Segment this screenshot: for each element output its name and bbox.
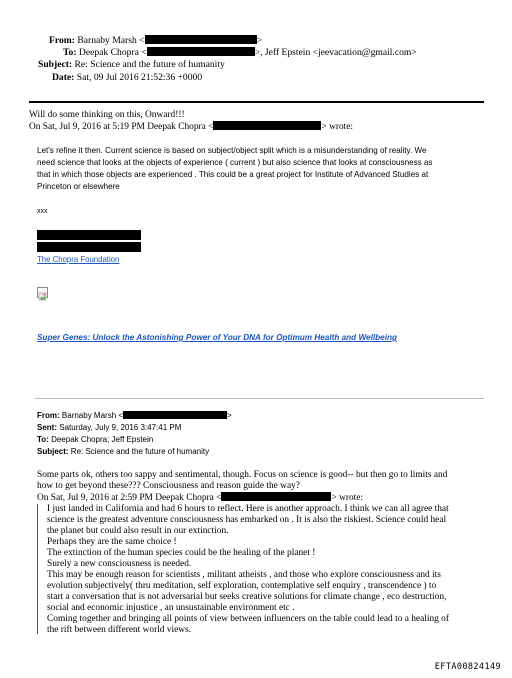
- quote-bar: [37, 504, 38, 634]
- fwd-from-row: From: Barnaby Marsh < >: [37, 411, 232, 420]
- quoted-line: the planet but could also result in our extinction.: [47, 526, 229, 536]
- quoted-line: social and economic injustice , an unsustainable environment etc .: [47, 603, 295, 613]
- reply2-attribution: On Sat, Jul 9, 2016 at 2:59 PM Deepak Chopra < > wrote:: [37, 493, 364, 503]
- redaction: [123, 411, 227, 419]
- forward-divider: [35, 398, 484, 399]
- chopra-line: Let's refine it then. Current science is based on subject/object split which is a misunderstanding of reality. We: [37, 146, 427, 155]
- redaction: [37, 230, 141, 240]
- super-genes-link[interactable]: Super Genes: Unlock the Astonishing Power of Your DNA for Optimum Health and Wellbeing: [37, 333, 397, 342]
- quoted-line: start a conversation that is not adversarial but seeks creative solutions for climate change , eco destruction,: [47, 592, 447, 602]
- fwd-to-row: To: Deepak Chopra; Jeff Epstein: [37, 435, 154, 444]
- chopra-line: need science that looks at the objects of experience ( current ) but also science that looks at consciousness as: [37, 158, 433, 167]
- subject-row: Subject: Re: Science and the future of humanity: [38, 59, 225, 70]
- quoted-line: I just landed in California and had 6 hours to reflect. Here is another approach. I think we can all agree that: [47, 504, 449, 514]
- quoted-line: Perhaps they are the same choice !: [47, 537, 177, 547]
- chopra-line: Princeton or elsewhere: [37, 182, 120, 191]
- redaction: [147, 47, 255, 56]
- quoted-line: Surely a new consciousness is needed.: [47, 559, 192, 569]
- quoted-line: Coming together and bringing all points of view between influencers on the table could lead to a healing of: [47, 614, 449, 624]
- chopra-foundation-link[interactable]: The Chopra Foundation: [37, 255, 120, 264]
- reply2-line: how to get beyond these??? Consciousness and reason guide the way?: [37, 481, 300, 491]
- signoff: xxx: [37, 208, 48, 215]
- quoted-line: This may be enough reason for scientists , militant atheists , and those who explore consciousness and its: [47, 570, 441, 580]
- redaction: [37, 242, 141, 252]
- redaction: [213, 121, 321, 130]
- bates-number: EFTA00824149: [434, 662, 501, 672]
- quoted-line: evolution subjectively( thru meditation, self exploration, contemplative self enquiry , transcendence ) to: [47, 581, 437, 591]
- header-divider: [29, 101, 484, 103]
- broken-image-glyph: [38, 292, 47, 301]
- fwd-subject-row: Subject: Re: Science and the future of humanity: [37, 447, 210, 456]
- redaction: [145, 35, 257, 44]
- quoted-line: science is the greatest adventure consciousness has embarked on . It is also the riskiest. Science could heal: [47, 515, 447, 525]
- date-row: Date: Sat, 09 Jul 2016 21:52:36 +0000: [52, 72, 203, 83]
- to-row: To: Deepak Chopra < >, Jeff Epstein <jeevacation@gmail.com>: [63, 47, 417, 58]
- quoted-line: the rift between different world views.: [47, 625, 192, 635]
- reply2-line: Some parts ok, others too sappy and sentimental, though. Focus on science is good-- but then go to limits and: [37, 470, 448, 480]
- redaction: [221, 492, 331, 501]
- quoted-line: The extinction of the human species could be the healing of the planet !: [47, 548, 316, 558]
- fwd-sent-row: Sent: Saturday, July 9, 2016 3:47:41 PM: [37, 423, 182, 432]
- reply1-text: Will do some thinking on this, Onward!!!: [29, 110, 185, 120]
- reply1-attribution: On Sat, Jul 9, 2016 at 5:19 PM Deepak Chopra < > wrote:: [29, 122, 354, 132]
- chopra-line: that in which those objects are experienced . This could be a great project for Institute of Advanced Studies at: [37, 170, 429, 179]
- from-row: From: Barnaby Marsh < >: [49, 35, 262, 46]
- broken-image-icon: [37, 287, 48, 298]
